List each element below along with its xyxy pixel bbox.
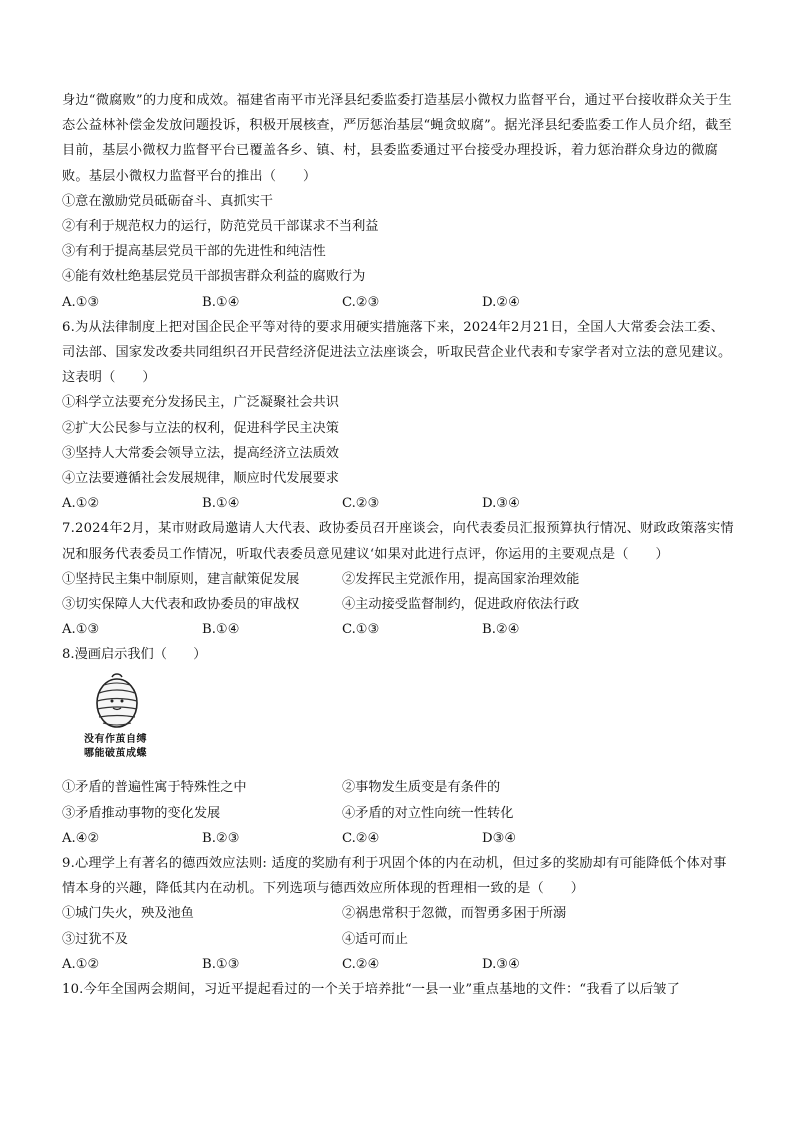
q7-items-row1 [62,567,734,592]
cartoon-caption-line1: 没有作茧自缚 [84,734,147,746]
q9-item-2: ②祸患常积于忽微，而智勇多困于所溺 [342,906,567,922]
q6-option-d: D.③④ [482,496,520,512]
q7-item-3: ③切实保障人大代表和政协委员的审战权 [62,596,300,612]
q5-options [62,290,734,315]
q9-option-a: A.①② [62,956,100,972]
q10-stem: 10.今年全国两会期间，习近平提起看过的一个关于培养批“一县一业”重点基地的文件：“我看了以后皱了 [62,981,681,997]
q9-stem: 9.心理学上有著名的德西效应法则: 适度的奖励有利于巩固个体的内在动机，但过多的奖励却有可能降低个体对事情本身的兴趣，降低其内在动机。下列选项与德西效应所体现的哲理相一致的是（ ） [62,856,727,897]
q8-items-row1 [62,775,734,800]
exam-page [62,88,734,1002]
q7-option-d: B.②④ [482,622,520,638]
q6-item-4: ④立法要遵循社会发展规律，顺应时代发展要求 [62,470,339,486]
q8-option-d: D③④ [482,830,517,846]
q8-items-row2 [62,801,734,826]
q8-item-3: ③矛盾推动事物的变化发展 [62,805,221,821]
q9-items-row2 [62,927,734,952]
cartoon-caption-line2: 哪能破茧成蝶 [84,748,147,760]
q6-option-b: B.①④ [202,496,240,512]
q9-item-1: ①城门失火，殃及池鱼 [62,906,194,922]
q9-item-3: ③过犹不及 [62,931,128,947]
q9-option-c: C.②④ [342,956,380,972]
q8-item-4: ④矛盾的对立性向统一性转化 [342,805,514,821]
q9-options [62,952,734,977]
q8-item-2: ②事物发生质变是有条件的 [342,780,501,796]
q9-item-4: ④适可而止 [342,931,408,947]
q8-option-c: C.②④ [342,830,380,846]
q6-option-a: A.①② [62,496,100,512]
q9-option-b: B.①③ [202,956,240,972]
q8-stem: 8.漫画启示我们（ ） [62,647,207,663]
q7-stem: 7.2024年2月，某市财政局邀请人大代表、政协委员召开座谈会，向代表委员汇报预算执行情况、财政政策落实情况和服务代表委员工作情况，听取代表委员意见建议‘如果对此进行点评，你运用的主要观点是（ ） [62,521,734,562]
q8-item-1: ①矛盾的普遍性寓于特殊性之中 [62,780,247,796]
q5-option-d: D.②④ [482,294,520,310]
q5-item-2: ②有利于规范权力的运行，防范党员干部谋求不当利益 [62,219,379,234]
q7-options [62,617,734,642]
q7-option-b: B.①④ [202,622,240,638]
q7-item-2: ②发挥民主党派作用，提高国家治理效能 [342,571,580,587]
q5-option-b: B.①④ [202,294,240,310]
q5-item-1: ①意在激励党员砥砺奋斗、真抓实干 [62,193,273,209]
q7-item-4: ④主动接受监督制约，促进政府依法行政 [342,596,580,612]
q8-option-b: B.②③ [202,830,240,846]
q5-stem: 身边“微腐败”的力度和成效。福建省南平市光泽县纪委监委打造基层小微权力监督平台，通过平台接收群众关于生态公益林补偿金发放问题投诉，积极开展核查，严厉惩治基层“蝇贪蚁腐”。据光泽县纪委监委工作人员介绍，截至目前，基层小微权力监督平台已覆盖各乡、镇、村，县委监委通过平台接受办理投诉，着力惩治群众身边的微腐败。基层小微权力监督平台的推出（ ） [62,93,732,184]
cartoon-caption [84,733,147,761]
q6-options [62,491,734,516]
q6-item-2: ②扩大公民参与立法的权利，促进科学民主决策 [62,420,339,436]
cocoon-cartoon [62,667,734,775]
q7-option-c: C.①③ [342,622,380,638]
q8-options [62,826,734,851]
q7-option-a: A.①③ [62,622,100,638]
q6-stem: 6.为从法律制度上把对国企民企平等对待的要求用硬实措施落下来，2024年2月21日，全国人大常委会法工委、司法部、国家发改委共同组织召开民营经济促进法立法座谈会，听取民营企业代表和专家学者对立法的意见建议。这表明（ ） [62,319,732,386]
q6-option-c: C.②③ [342,496,380,512]
q9-option-d: D.③④ [482,956,520,972]
q5-item-4: ④能有效杜绝基层党员干部损害群众利益的腐败行为 [62,269,366,285]
q6-item-1: ①科学立法要充分发扬民主，广泛凝聚社会共识 [62,395,339,411]
q8-option-a: A.④② [62,830,100,846]
q9-items-row1 [62,901,734,926]
q5-option-c: C.②③ [342,294,380,310]
q7-items-row2 [62,592,734,617]
q6-item-3: ③坚持人大常委会领导立法，提高经济立法质效 [62,445,339,461]
cocoon-illustration [84,671,154,733]
q7-item-1: ①坚持民主集中制原则，建言献策促发展 [62,571,300,587]
q5-item-3: ③有利于提高基层党员干部的先进性和纯洁性 [62,244,326,260]
q5-option-a: A.①③ [62,294,100,310]
